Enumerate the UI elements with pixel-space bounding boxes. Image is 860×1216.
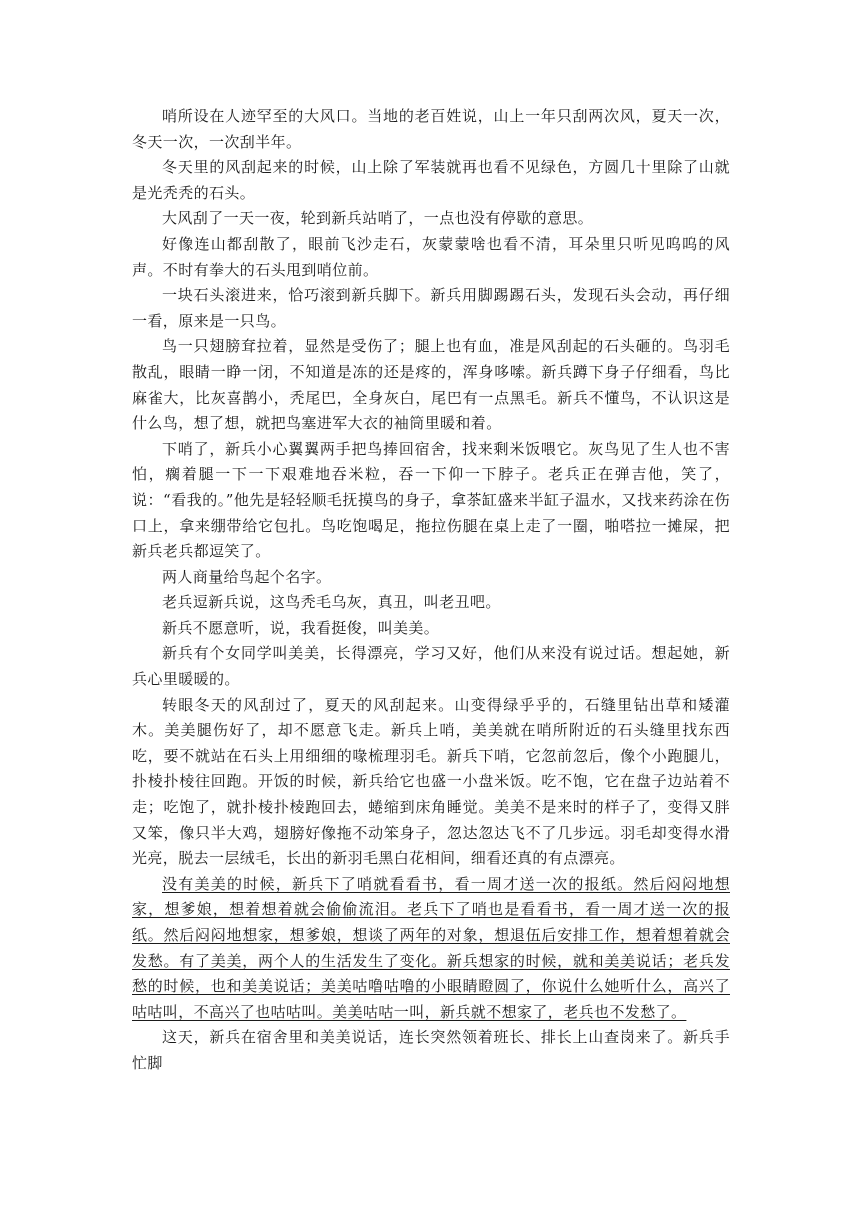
paragraph-1: 哨所设在人迹罕至的大风口。当地的老百姓说，山上一年只刮两次风，夏天一次，冬天一次，一次刮半年。 [132, 107, 730, 151]
paragraph-8: 两人商量给鸟起个名字。 [162, 567, 332, 586]
paragraph-10: 新兵不愿意听，说，我看挺俊，叫美美。 [162, 618, 440, 637]
paragraph-7: 下哨了，新兵小心翼翼两手把鸟捧回宿舍，找来剩米饭喂它。灰鸟见了生人也不害怕，瘸着腿一下一下艰难地吞米粒，吞一下仰一下脖子。老兵正在弹吉他，笑了，说：“看我的。”他先是轻轻顺毛抚摸鸟的身子，拿茶缸盛来半缸子温水，又找来药涂在伤口上，拿来绷带给它包扎。鸟吃饱喝足，拖拉伤腿在桌上走了一圈，啪嗒拉一摊屎，把新兵老兵都逗笑了。 [132, 439, 730, 561]
paragraph-11: 新兵有个女同学叫美美，长得漂亮，学习又好，他们从来没有说过话。想起她，新兵心里暖暖的。 [132, 644, 730, 689]
paragraph-6: 鸟一只翅膀耷拉着，显然是受伤了；腿上也有血，准是风刮起的石头砸的。鸟羽毛散乱，眼睛一睁一闭，不知道是冻的还是疼的，浑身哆嗦。新兵蹲下身子仔细看，鸟比麻雀大，比灰喜鹊小，秃尾巴，全身灰白，尾巴有一点黑毛。新兵不懂鸟，不认识这是什么鸟，想了想，就把鸟塞进军大衣的袖筒里暖和着。 [132, 337, 730, 433]
paragraph-4: 好像连山都刮散了，眼前飞沙走石，灰蒙蒙啥也看不清，耳朵里只听见呜呜的风声。不时有拳大的石头甩到哨位前。 [132, 234, 730, 279]
paragraph-12: 转眼冬天的风刮过了，夏天的风刮起来。山变得绿乎乎的，石缝里钻出草和矮灌木。美美腿伤好了，却不愿意飞走。新兵上哨，美美就在哨所附近的石头缝里找东西吃，要不就站在石头上用细细的喙梳理羽毛。新兵下哨，它忽前忽后，像个小跑腿儿，扑棱扑棱往回跑。开饭的时候，新兵给它也盛一小盘米饭。吃不饱，它在盘子边站着不走；吃饱了，就扑棱扑棱跑回去，蜷缩到床角睡觉。美美不是来时的样子了，变得又胖又笨，像只半大鸡，翅膀好像拖不动笨身子，忽达忽达飞不了几步远。羽毛却变得水滑光亮，脱去一层绒毛，长出的新羽毛黑白花相间，细看还真的有点漂亮。 [132, 695, 730, 868]
paragraph-5: 一块石头滚进来，恰巧滚到新兵脚下。新兵用脚踢踢石头，发现石头会动，再仔细一看，原来是一只鸟。 [132, 286, 730, 330]
paragraph-3: 大风刮了一天一夜，轮到新兵站哨了，一点也没有停歇的意思。 [162, 209, 594, 228]
paragraph-13-underlined [132, 872, 730, 1026]
paragraph-14: 这天，新兵在宿舍里和美美说话，连长突然领着班长、排长上山查岗来了。新兵手忙脚 [132, 1028, 730, 1072]
story-text [132, 104, 730, 1077]
paragraph-9: 老兵逗新兵说，这鸟秃毛乌灰，真丑，叫老丑吧。 [162, 593, 501, 612]
paragraph-2: 冬天里的风刮起来的时候，山上除了军装就再也看不见绿色，方圆几十里除了山就是光秃秃的石头。 [132, 158, 730, 202]
underlined-passage: 没有美美的时候，新兵下了哨就看看书，看一周才送一次的报纸。然后闷闷地想家，想爹娘，想着想着就会偷偷流泪。老兵下了哨也是看看书，看一周才送一次的报纸。然后闷闷地想家，想爹娘，想谈了两年的对象，想退伍后安排工作，想着想着就会发愁。有了美美，两个人的生活发生了变化。新兵想家的时候，就和美美说话；老兵发愁的时候，也和美美说话；美美咕噜咕噜的小眼睛瞪圆了，你说什么她听什么，高兴了咕咕叫，不高兴了也咕咕叫。美美咕咕一叫，新兵就不想家了，老兵也不发愁了。 [132, 874, 730, 1021]
